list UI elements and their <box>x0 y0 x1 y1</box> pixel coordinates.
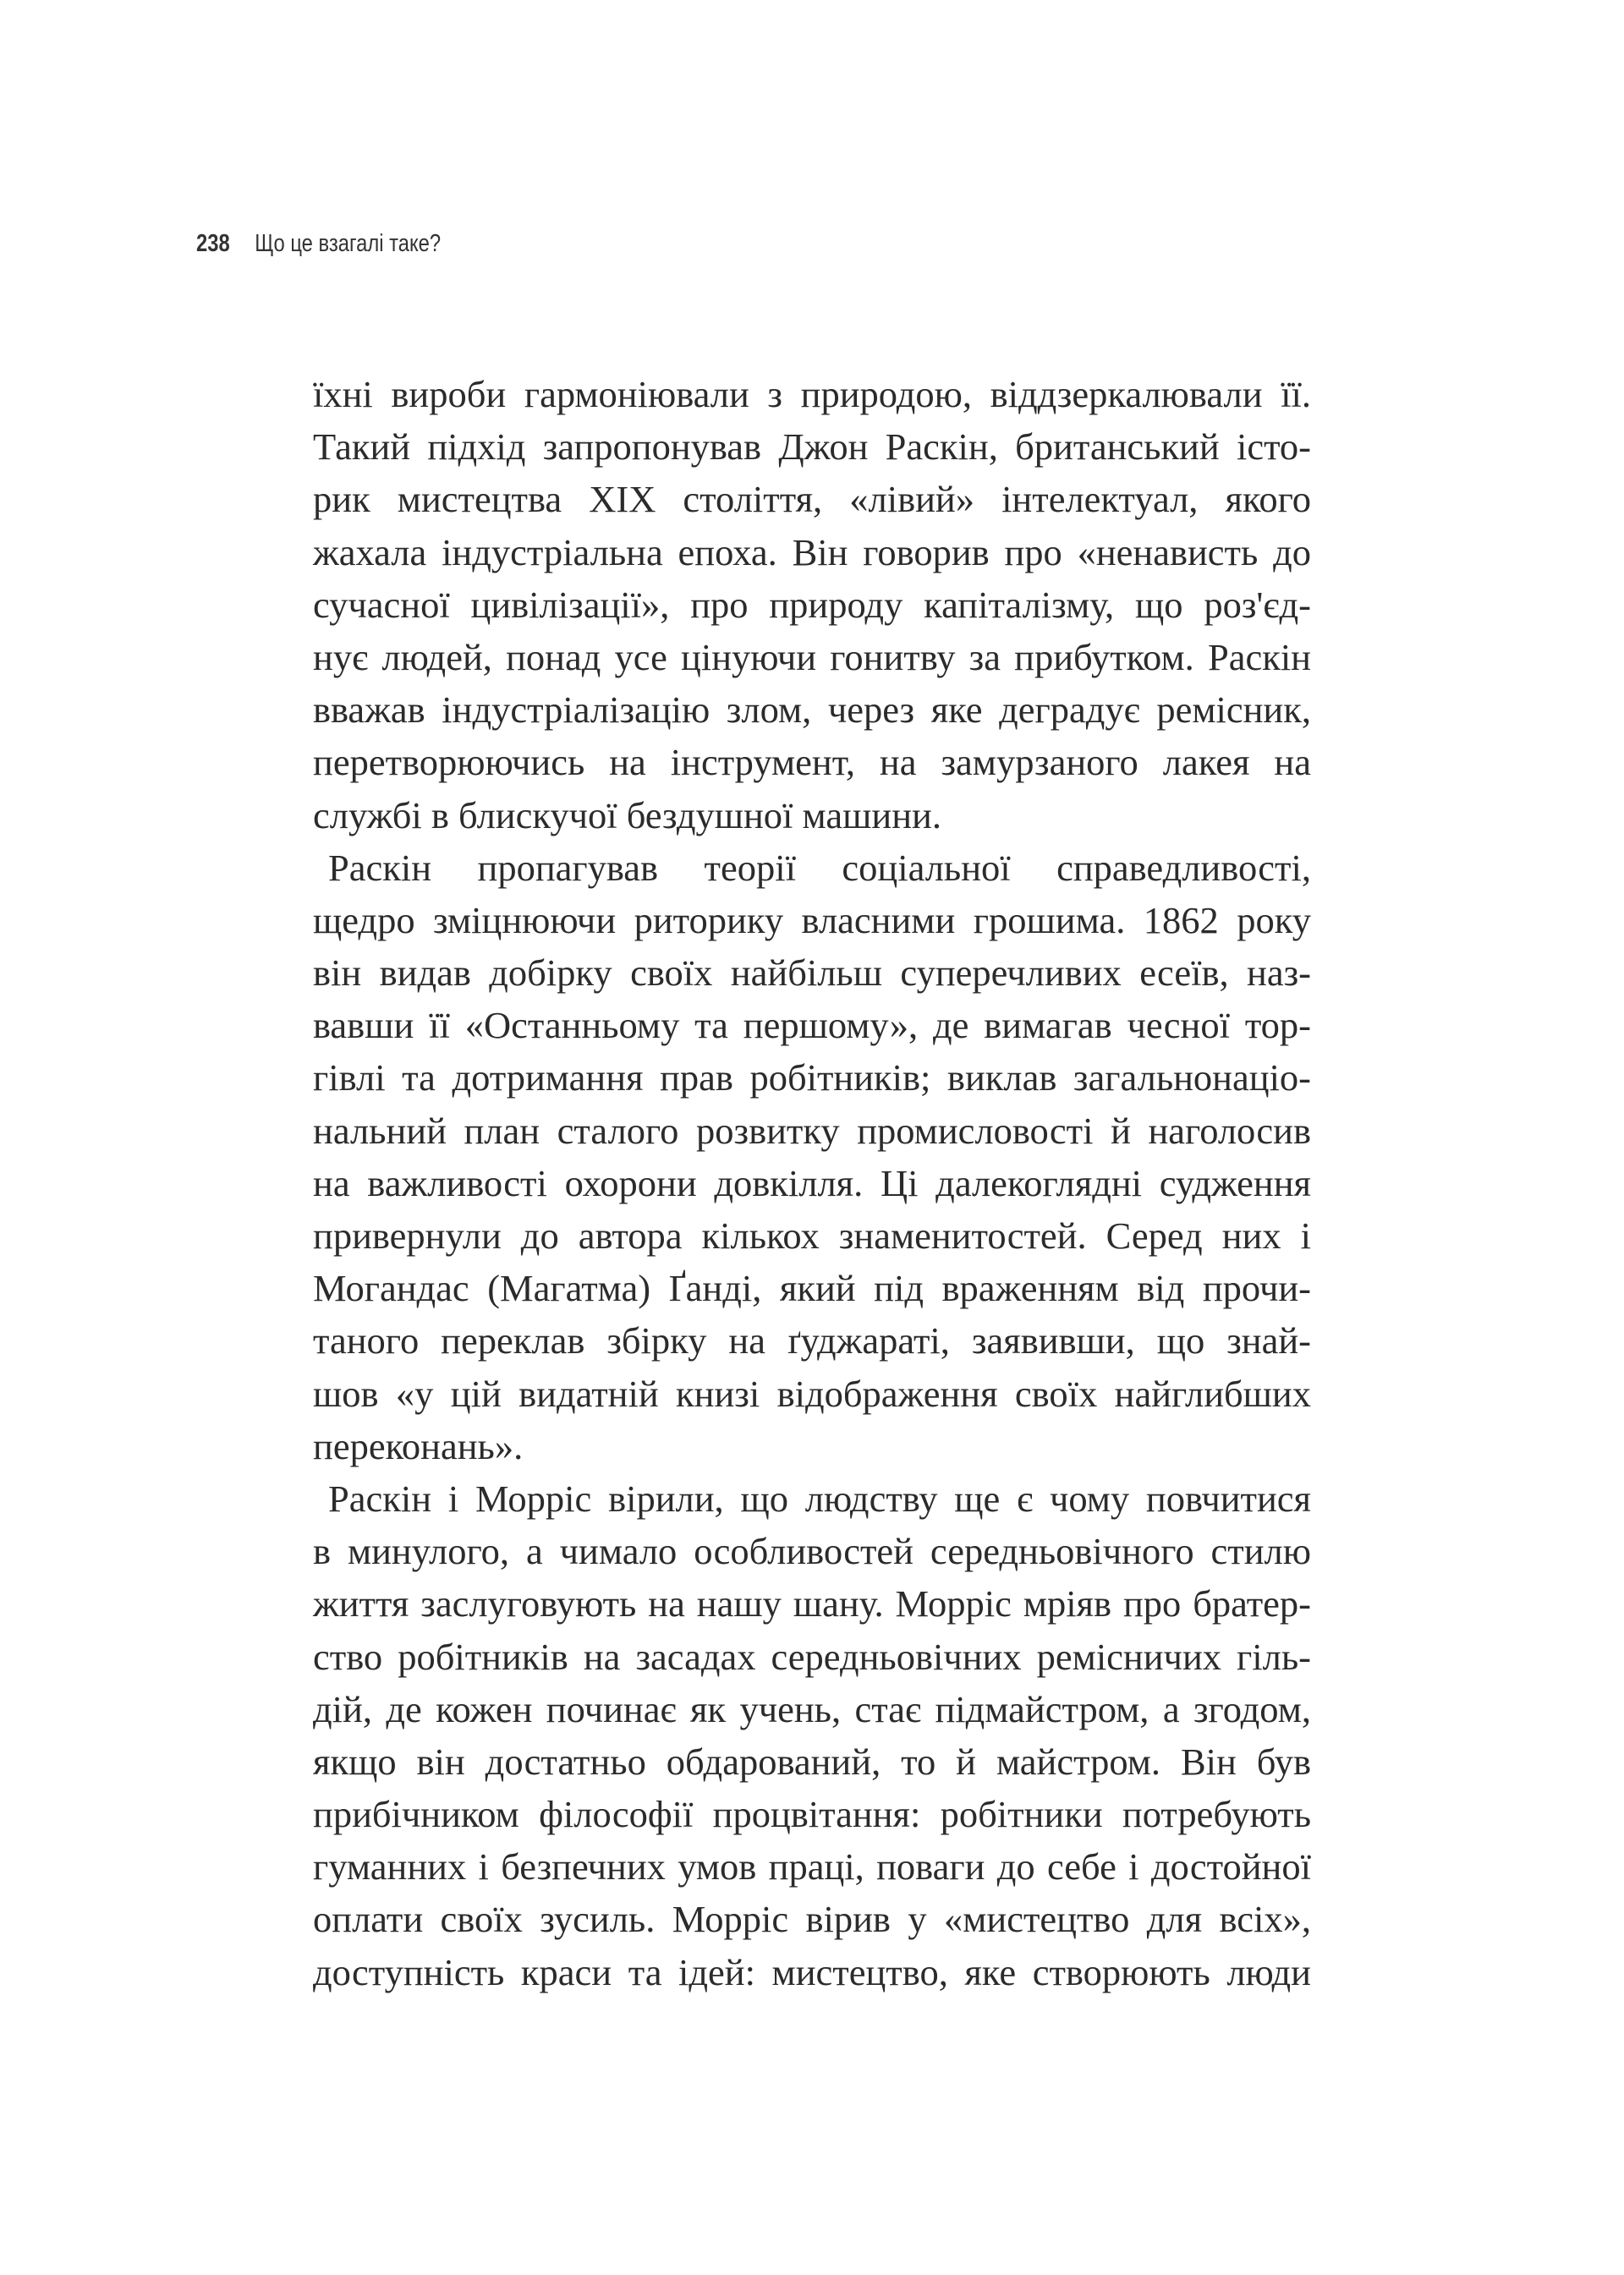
text-line: Раскін пропагував теорії соціальної справедливості, <box>328 846 1311 889</box>
text-line: нує людей, понад усе цінуючи гонитву за прибутком. Раскін <box>313 635 1311 678</box>
text-line: доступність краси та ідей: мистецтво, яке створюють люди <box>313 1950 1311 1993</box>
text-line: гівлі та дотримання прав робітників; виклав загальнонаціо- <box>313 1056 1311 1099</box>
text-line: якщо він достатньо обдарований, то й майстром. Він був <box>313 1740 1311 1783</box>
text-line: привернули до автора кількох знаменитостей. Серед них і <box>313 1214 1311 1257</box>
text-line: таного переклав збірку на ґуджараті, заявивши, що знай- <box>313 1319 1311 1362</box>
text-line: прибічником філософії процвітання: робітники потребують <box>313 1793 1311 1836</box>
text-line: життя заслуговують на нашу шану. Морріс мріяв про братер- <box>313 1582 1311 1625</box>
text-line: Такий підхід запропонував Джон Раскін, британський істо- <box>313 425 1311 469</box>
text-line: Раскін і Морріс вірили, що людству ще є чому повчитися <box>328 1477 1311 1520</box>
text-line: вавши її «Останньому та першому», де вимагав чесної тор- <box>313 1004 1311 1047</box>
text-line: щедро зміцнюючи риторику власними грошима. 1862 року <box>313 898 1311 941</box>
text-line: службі в блискучої бездушної машини. <box>313 793 941 836</box>
text-line: шов «у цій видатній книзі відображення своїх найглибших <box>313 1372 1311 1415</box>
text-line: дій, де кожен починає як учень, стає підмайстром, а згодом, <box>313 1687 1311 1730</box>
text-line: вважав індустріалізацію злом, через яке деградує ремісник, <box>313 688 1311 732</box>
text-line: сучасної цивілізації», про природу капіталізму, що роз'єд- <box>313 583 1311 626</box>
text-line: переконань». <box>313 1424 524 1467</box>
text-line: жахала індустріальна епоха. Він говорив про «ненависть до <box>313 530 1311 573</box>
text-line: в минулого, а чимало особливостей середньовічного стилю <box>313 1530 1311 1573</box>
text-line: ство робітників на засадах середньовічних ремісничих гіль- <box>313 1635 1311 1678</box>
running-head <box>196 230 441 264</box>
text-line: гуманних і безпечних умов праці, поваги до себе і достойної <box>313 1845 1311 1889</box>
text-line: оплати своїх зусиль. Морріс вірив у «мистецтво для всіх», <box>313 1898 1311 1941</box>
text-line: нальний план сталого розвитку промисловості й наголосив <box>313 1109 1311 1152</box>
text-line: на важливості охорони довкілля. Ці далекоглядні судження <box>313 1161 1311 1204</box>
text-line: перетворюючись на інструмент, на замурзаного лакея на <box>313 741 1311 784</box>
text-line: рик мистецтва XIX століття, «лівий» інтелектуал, якого <box>313 478 1311 521</box>
running-head-title: Що це взагалі таке? <box>255 230 442 257</box>
page-number: 238 <box>196 230 230 257</box>
text-line: Могандас (Магатма) Ґанді, який під враженням від прочи- <box>313 1267 1311 1310</box>
text-line: він видав добірку своїх найбільш суперечливих есеїв, наз- <box>313 951 1311 995</box>
body-text <box>313 368 1311 1998</box>
text-line: їхні вироби гармоніювали з природою, віддзеркалювали її. <box>313 373 1311 415</box>
